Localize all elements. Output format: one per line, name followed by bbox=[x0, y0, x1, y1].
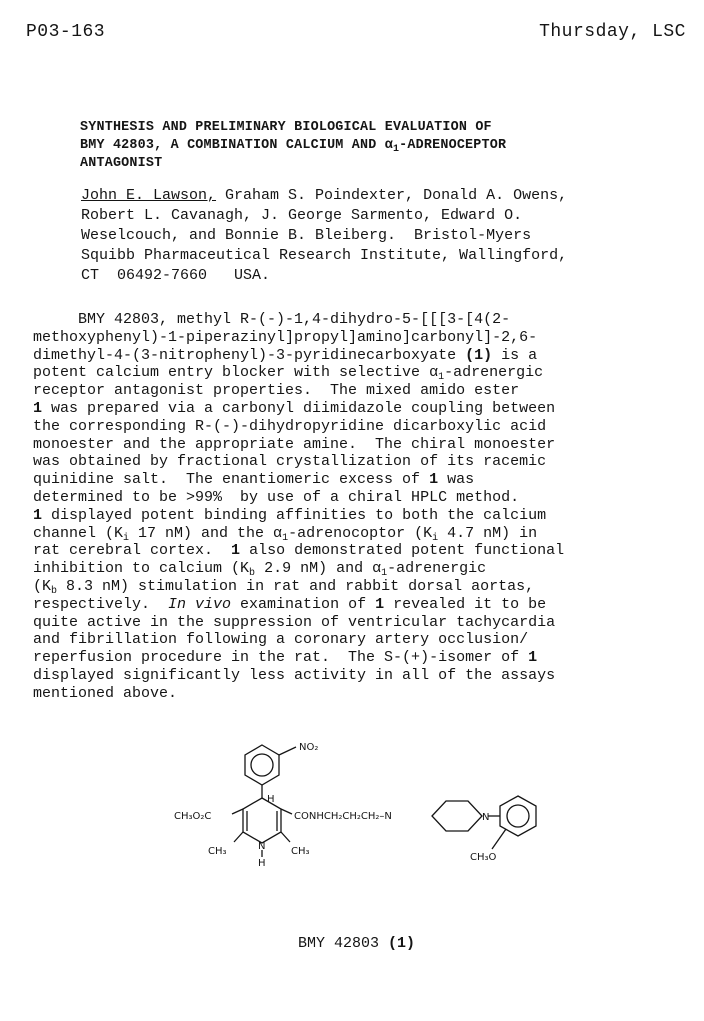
affiliation: CT 06492-7660 USA. bbox=[81, 267, 271, 284]
benzene-ring bbox=[245, 745, 279, 785]
presenting-author: John E. Lawson, bbox=[81, 187, 217, 204]
methoxy-label: CH₃O bbox=[470, 852, 497, 863]
amide-chain-label: CONHCH₂CH₂CH₂–N bbox=[294, 811, 392, 822]
methyl-label: CH₃ bbox=[208, 846, 227, 857]
affiliation: Squibb Pharmaceutical Research Institute, Wallingford, bbox=[81, 247, 568, 264]
author-text: Graham S. Poindexter, Donald A. Owens, bbox=[216, 187, 568, 204]
author-text: Robert L. Cavanagh, J. George Sarmento, Edward O. bbox=[81, 207, 523, 224]
ester-label: CH₃O₂C bbox=[174, 811, 212, 822]
title-line: SYNTHESIS AND PRELIMINARY BIOLOGICAL EVALUATION OF bbox=[80, 120, 492, 135]
methyl-label: CH₃ bbox=[291, 846, 310, 857]
dihydropyridine-ring bbox=[243, 798, 281, 843]
author-text: Weselcouch, and Bonnie B. Bleiberg. Bristol-Myers bbox=[81, 227, 532, 244]
structure-caption: BMY 42803 (1) bbox=[298, 935, 416, 952]
chemical-structure bbox=[170, 734, 570, 894]
author-block bbox=[81, 186, 681, 286]
piperazine-ring bbox=[432, 801, 482, 831]
title-line: ANTAGONIST bbox=[80, 156, 163, 171]
nitro-label: NO₂ bbox=[299, 742, 319, 753]
abstract-body: BMY 42803, methyl R-(-)-1,4-dihydro-5-[[[3-[4(2- methoxyphenyl)-1-piperazinyl]propyl]amino]carbonyl]-2,6- dimethyl-4-(3-nitrophenyl)-3-pyridinecarboxyate (1) is a potent calcium entry blocker with selective $\alpha_1$-adrenergic receptor antagonist properties. The mixed amido ester 1 was prepared via a carbonyl diimidazole coupling between the corresponding R-(-)-dihydropyridine dicarboxylic acid monoester and the appropriate amine. The chiral monoester was obtained by fractional crystallization of its racemic quinidine salt. The enantiomeric excess of 1 was determined to be >99% by use of a chiral HPLC method. 1 displayed potent binding affinities to both the calcium channel ($K_i$ 17 nM) and the $\alpha_1$-adrenocoptor ($K_i$ 4.7 nM) in rat cerebral cortex. 1 also demonstrated potent functional inhibition to calcium ($K_b$ 2.9 nM) and $\alpha_1$-adrenergic ($K_b$ 8.3 nM) stimulation in rat and rabbit dorsal aortas, respectively. In vivo examination of 1 revealed it to be quite active in the suppression of ventricular tachycardia and fibrillation following a coronary artery occlusion/ reperfusion procedure in the rat. The S-(+)-isomer of 1 displayed significantly less activity in all of the assays mentioned above. bbox=[33, 311, 565, 702]
session-label: Thursday, LSC bbox=[539, 22, 686, 42]
aromatic-circle bbox=[251, 754, 273, 776]
ring-nitrogen-label: N bbox=[258, 841, 266, 852]
aromatic-circle bbox=[507, 805, 529, 827]
nh-hydrogen-label: H bbox=[258, 858, 266, 869]
piperazine-n-label: N bbox=[482, 812, 490, 823]
stereo-h-label: H bbox=[267, 794, 275, 805]
page-code: P03-163 bbox=[26, 22, 106, 42]
abstract-title bbox=[80, 119, 660, 173]
title-line: BMY 42803, A COMBINATION CALCIUM AND $\alpha_1$-ADRENOCEPTOR bbox=[80, 138, 507, 155]
